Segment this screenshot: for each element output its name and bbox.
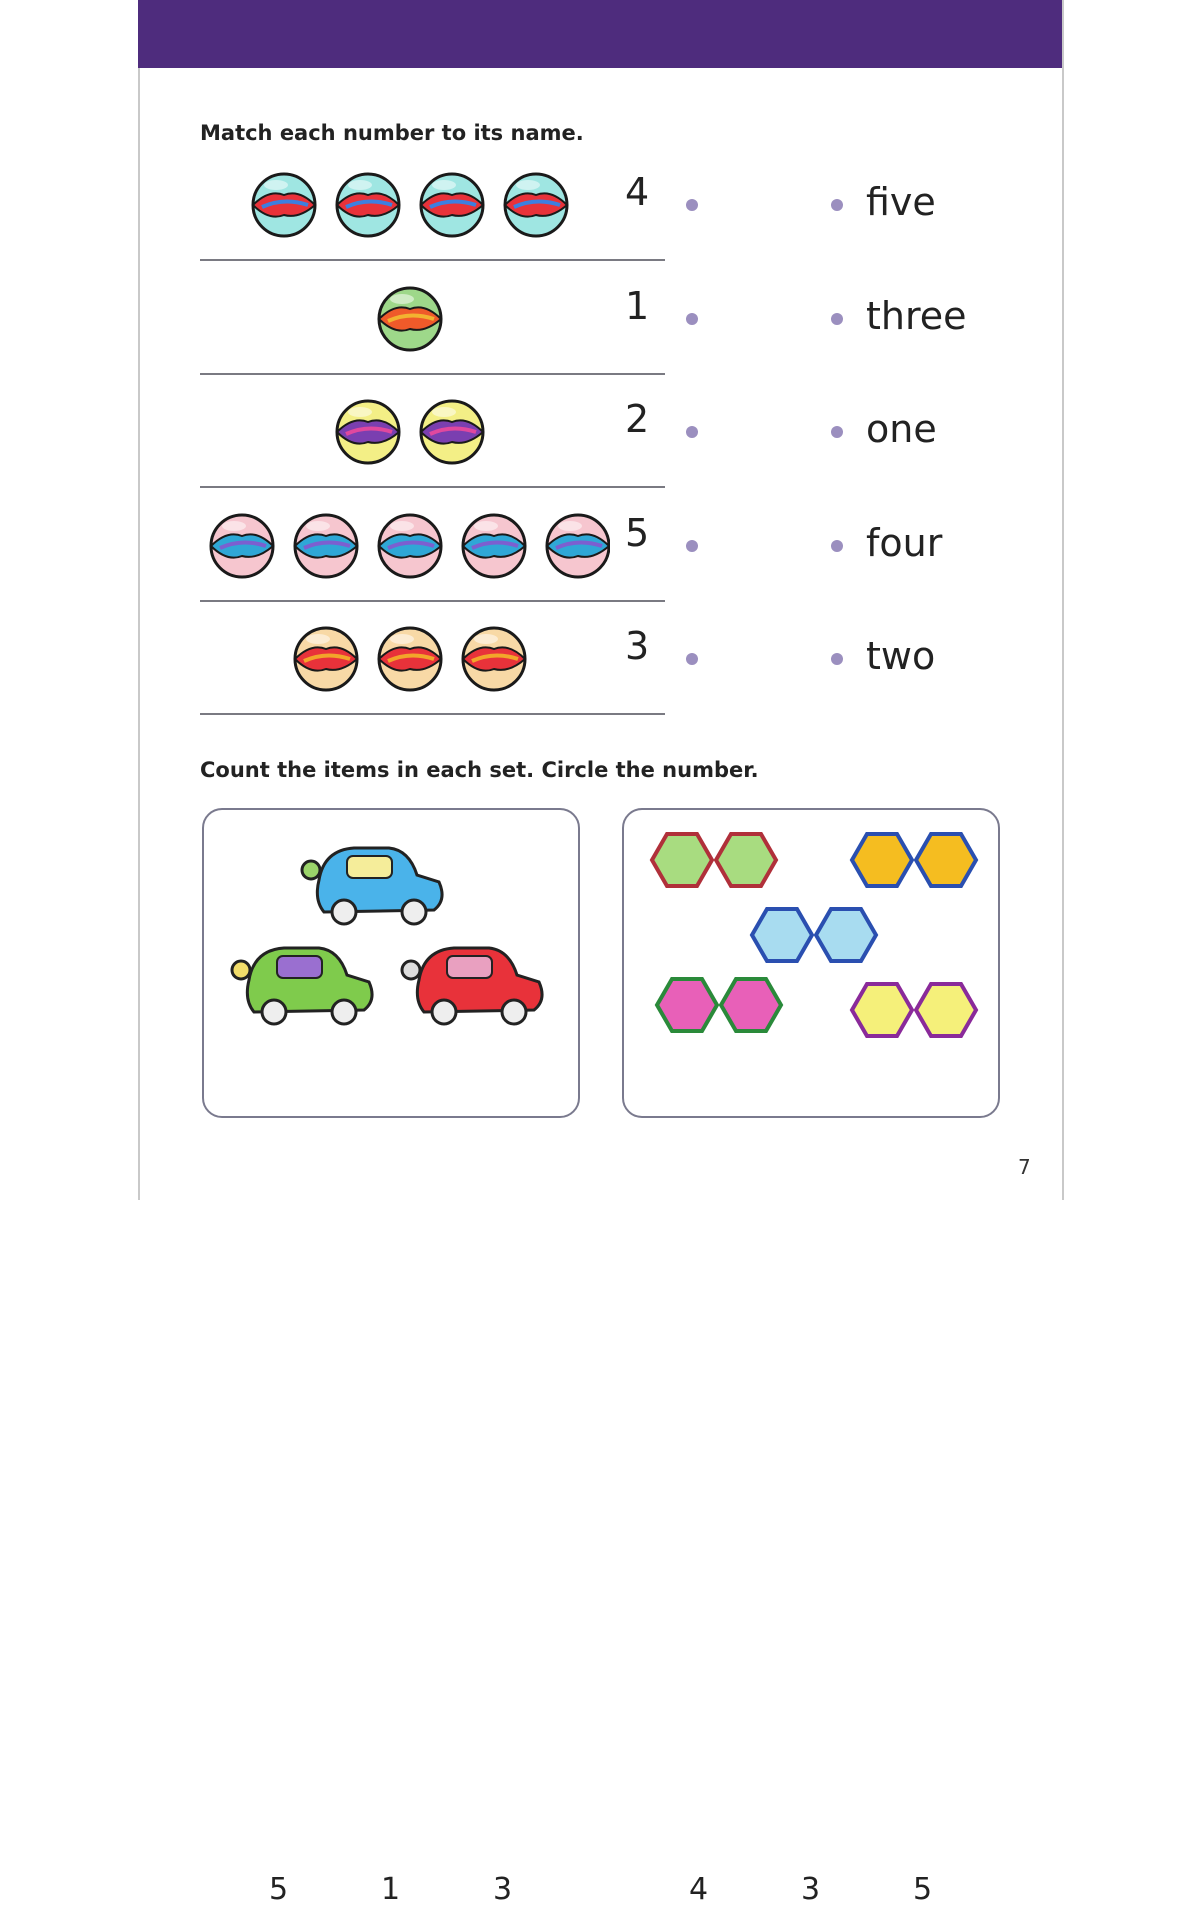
- choice-number[interactable]: 1: [381, 1872, 401, 1907]
- marble-icon: [379, 515, 441, 577]
- marble-icon: [337, 401, 399, 463]
- match-row: [200, 262, 665, 375]
- glasses-icon: [852, 984, 976, 1036]
- cars-illustration: [204, 810, 578, 1050]
- match-instruction: Match each number to its name.: [200, 121, 584, 145]
- choice-number[interactable]: 5: [913, 1872, 933, 1907]
- match-row: [200, 602, 665, 715]
- marble-icon: [379, 628, 441, 690]
- glasses-icon: [852, 834, 976, 886]
- marbles-group: [200, 148, 610, 261]
- marble-icon: [379, 288, 441, 350]
- row-number: 5: [625, 510, 650, 555]
- glasses-icon: [652, 834, 776, 886]
- car-icon: [402, 948, 542, 1024]
- divider-line: [200, 713, 665, 715]
- row-number: 1: [625, 283, 650, 328]
- glasses-illustration: [624, 810, 998, 1050]
- row-number: 4: [625, 170, 650, 214]
- number-name: three: [866, 293, 967, 338]
- number-match-dot[interactable]: [686, 426, 698, 438]
- page-number: 7: [1018, 1155, 1031, 1179]
- choice-number[interactable]: 3: [801, 1872, 821, 1907]
- row-number: 3: [625, 624, 650, 668]
- match-row: [200, 375, 665, 488]
- marble-icon: [421, 401, 483, 463]
- marbles-group: [200, 375, 610, 488]
- marble-icon: [505, 174, 567, 236]
- number-name: five: [866, 180, 936, 224]
- name-match-dot[interactable]: [831, 313, 843, 325]
- glasses-icon: [752, 909, 876, 961]
- number-match-dot[interactable]: [686, 313, 698, 325]
- count-instruction: Count the items in each set. Circle the number.: [200, 758, 759, 782]
- choice-number[interactable]: 5: [269, 1872, 289, 1907]
- choice-number[interactable]: 3: [493, 1872, 513, 1907]
- marble-icon: [463, 515, 525, 577]
- name-match-dot[interactable]: [831, 426, 843, 438]
- marble-icon: [253, 174, 315, 236]
- glasses-icon: [657, 979, 781, 1031]
- marble-icon: [421, 174, 483, 236]
- marble-icon: [547, 515, 609, 577]
- name-match-dot[interactable]: [831, 653, 843, 665]
- number-match-dot[interactable]: [686, 653, 698, 665]
- car-icon: [232, 948, 372, 1024]
- marble-icon: [463, 628, 525, 690]
- choice-number[interactable]: 4: [689, 1872, 709, 1907]
- number-match-dot[interactable]: [686, 540, 698, 552]
- number-match-dot[interactable]: [686, 199, 698, 211]
- marble-icon: [295, 628, 357, 690]
- glasses-set-box: [622, 808, 1000, 1907]
- name-match-dot[interactable]: [831, 540, 843, 552]
- number-name: two: [866, 634, 936, 678]
- header-bar: [138, 0, 1062, 68]
- name-match-dot[interactable]: [831, 199, 843, 211]
- match-row: [200, 489, 665, 602]
- marbles-group: [200, 262, 610, 375]
- car-icon: [302, 848, 442, 924]
- row-number: 2: [625, 397, 650, 441]
- match-row: [200, 148, 665, 261]
- marbles-group: [200, 602, 610, 715]
- marble-icon: [295, 515, 357, 577]
- marbles-group: [200, 489, 610, 602]
- marble-icon: [337, 174, 399, 236]
- cars-set-box: [202, 808, 580, 1907]
- number-name: one: [866, 407, 937, 451]
- number-name: four: [866, 520, 943, 565]
- marble-icon: [211, 515, 273, 577]
